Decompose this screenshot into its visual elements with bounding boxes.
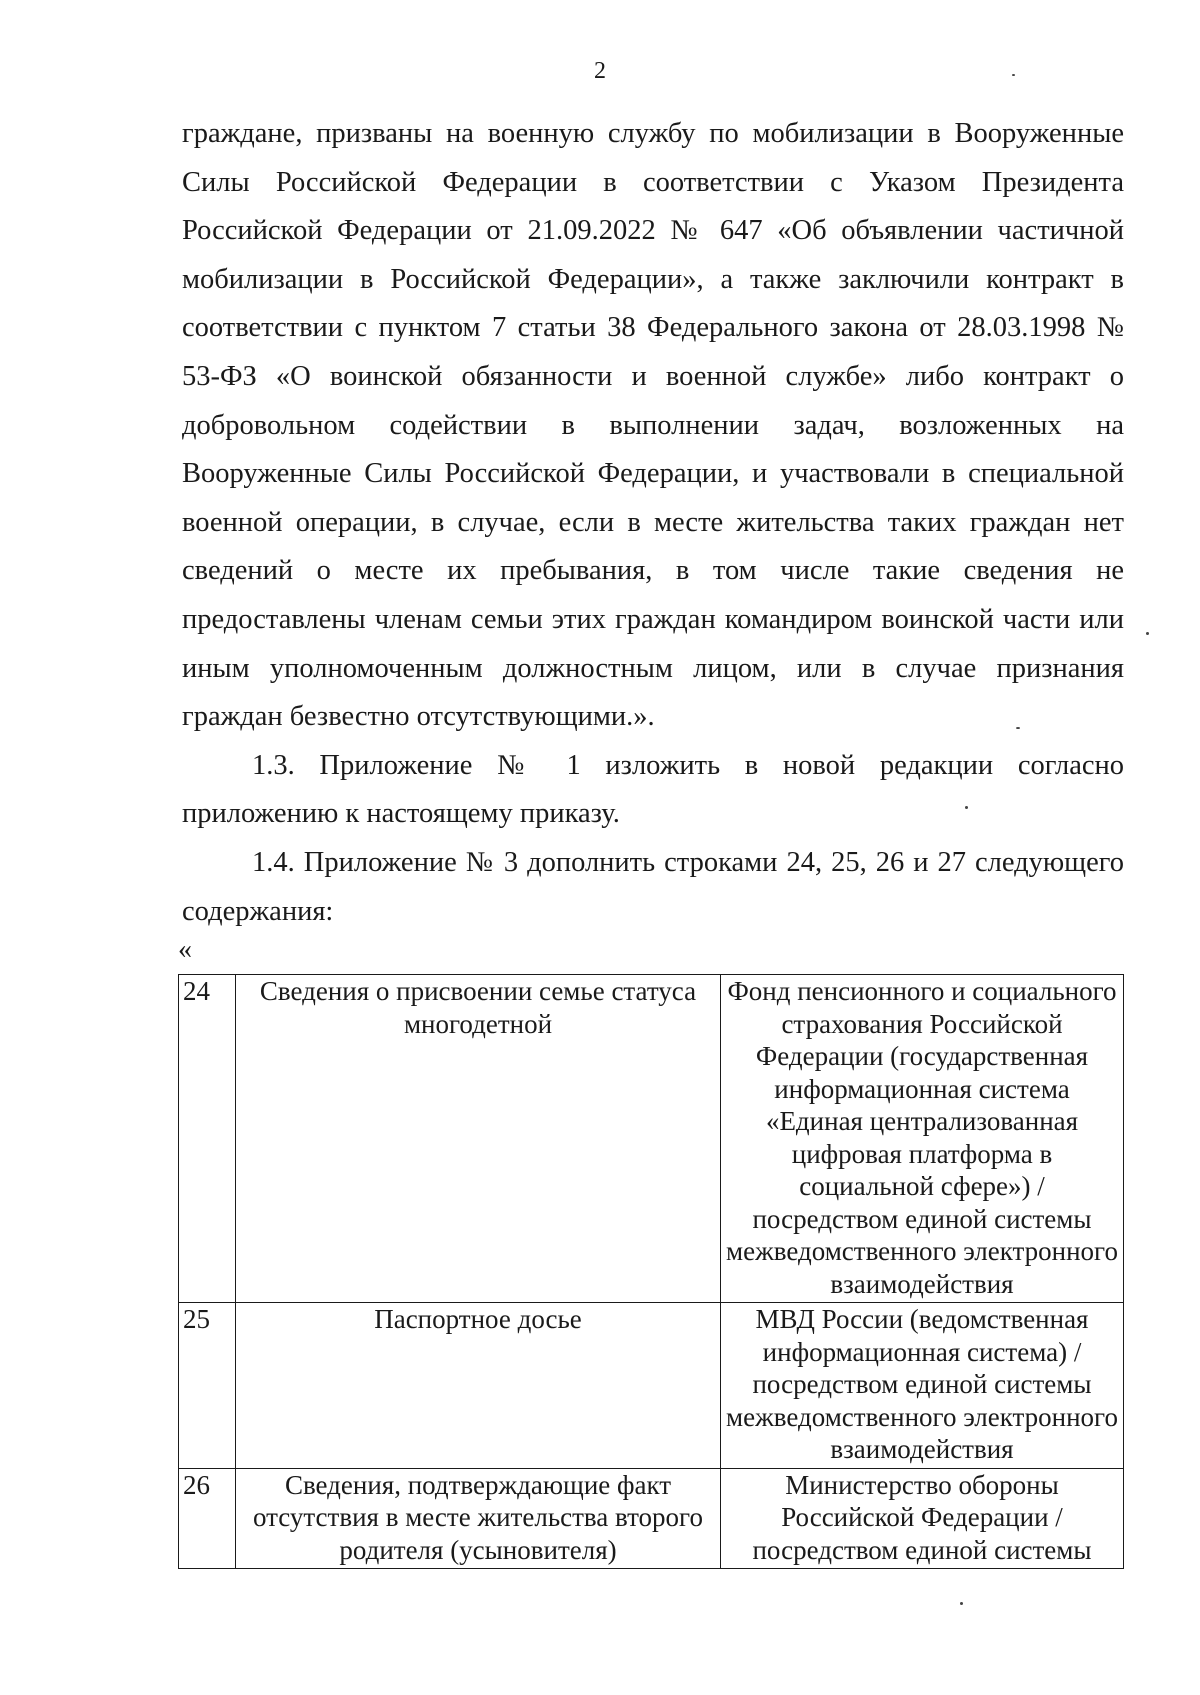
scan-speck xyxy=(1146,632,1149,635)
paragraph-item-1-4: 1.4. Приложение № 3 дополнить строками 24, 25, 26 и 27 следующего содержания: xyxy=(182,846,1124,927)
table-row xyxy=(179,1303,1124,1469)
scan-speck xyxy=(1016,727,1020,729)
paragraph-item-1-3: 1.3. Приложение № 1 изложить в новой редакции согласно приложению к настоящему приказу. xyxy=(182,749,1124,830)
info-description: Сведения о присвоении семье статуса многодетной xyxy=(236,975,721,1303)
row-number: 24 xyxy=(179,975,236,1303)
info-description: Сведения, подтверждающие факт отсутствия в месте жительства второго родителя (усыновителя) xyxy=(236,1468,721,1569)
scan-speck xyxy=(965,806,968,809)
info-source: Министерство обороны Российской Федерации / посредством единой системы xyxy=(721,1468,1124,1569)
scan-speck xyxy=(960,1602,963,1605)
info-source: Фонд пенсионного и социального страхования Российской Федерации (государственная информационная система «Единая централизованная цифровая платформа в социальной сфере») / посредством единой системы межведомственного электронного взаимодействия xyxy=(721,975,1124,1303)
paragraph-continuation: граждане, призваны на военную службу по мобилизации в Вооруженные Силы Российской Федерации в соответствии с Указом Президента Российской Федерации от 21.09.2022 № 647 «Об объявлении частичной мобилизации в Российской Федерации», а также заключили контракт в соответствии с пунктом 7 статьи 38 Федерального закона от 28.03.1998 № 53-ФЗ «О воинской обязанности и военной службе» либо контракт о добровольном содействии в выполнении задач, возложенных на Вооруженные Силы Российской Федерации, и участвовали в специальной военной операции, в случае, если в месте жительства таких граждан нет сведений о месте их пребывания, в том числе такие сведения не предоставлены членам семьи этих граждан командиром воинской части или иным уполномоченным должностным лицом, или в случае признания граждан безвестно отсутствующими.». xyxy=(182,118,1124,733)
document-body xyxy=(182,110,1124,936)
table-row xyxy=(179,1468,1124,1569)
page-number: 2 xyxy=(594,58,606,84)
info-source: МВД России (ведомственная информационная система) / посредством единой системы межведомственного электронного взаимодействия xyxy=(721,1303,1124,1469)
table-row xyxy=(179,975,1124,1303)
appendix-table xyxy=(178,974,1124,1569)
info-description: Паспортное досье xyxy=(236,1303,721,1469)
table-open-quote: « xyxy=(178,934,192,965)
row-number: 26 xyxy=(179,1468,236,1569)
row-number: 25 xyxy=(179,1303,236,1469)
scan-speck xyxy=(1012,74,1015,76)
